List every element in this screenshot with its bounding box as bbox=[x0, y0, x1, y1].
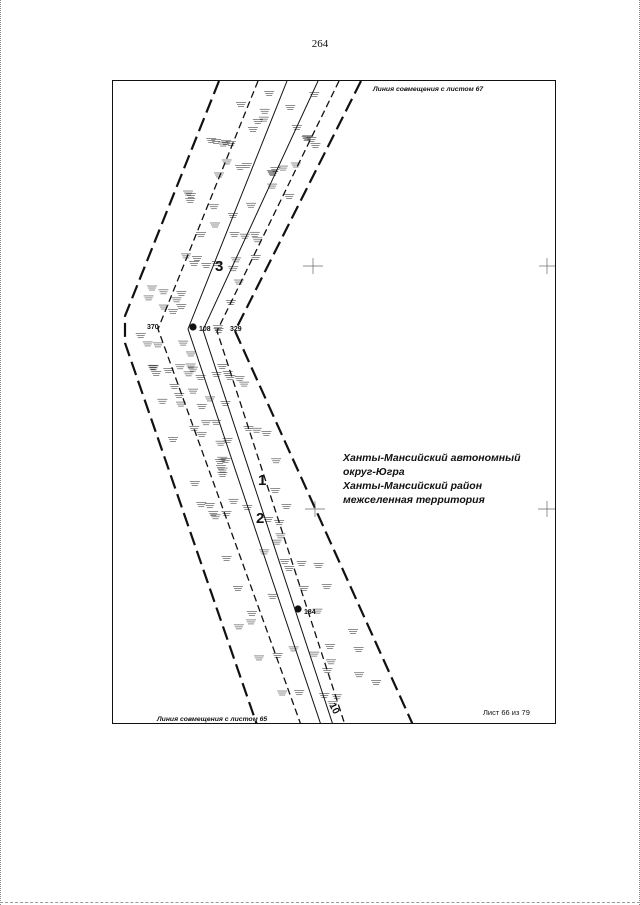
marsh-symbol bbox=[371, 681, 381, 685]
marsh-symbol bbox=[209, 205, 219, 209]
marsh-symbol bbox=[234, 280, 244, 284]
territory-label-line-4: межселенная территория bbox=[343, 494, 485, 506]
marsh-symbol bbox=[247, 612, 257, 616]
marsh-symbol bbox=[168, 309, 178, 313]
marsh-symbol bbox=[354, 673, 364, 677]
crosshair-mark bbox=[303, 258, 323, 274]
marsh-symbol bbox=[205, 397, 215, 401]
marsh-symbol bbox=[197, 404, 207, 408]
marsh-symbol bbox=[157, 399, 167, 403]
marsh-symbol bbox=[354, 647, 364, 651]
marsh-symbol bbox=[234, 625, 244, 629]
survey-point-329-label: 329 bbox=[230, 326, 242, 333]
territory-label-line-2: округ-Югра bbox=[343, 466, 405, 478]
marsh-symbol bbox=[325, 645, 335, 649]
marsh-symbol bbox=[178, 341, 188, 345]
marsh-symbol bbox=[233, 587, 243, 591]
marsh-symbol bbox=[264, 91, 274, 95]
marsh-symbol bbox=[270, 488, 280, 492]
marsh-symbol bbox=[175, 365, 185, 369]
marsh-symbol bbox=[172, 298, 182, 302]
marsh-symbols bbox=[136, 91, 381, 705]
marsh-symbol bbox=[176, 292, 186, 296]
marsh-symbol bbox=[222, 557, 232, 561]
marsh-symbol bbox=[268, 594, 278, 598]
marsh-symbol bbox=[185, 198, 195, 202]
marsh-symbol bbox=[153, 343, 163, 347]
marsh-symbol bbox=[239, 382, 249, 386]
marsh-symbol bbox=[147, 286, 157, 290]
marsh-symbol bbox=[261, 431, 271, 435]
sheet-number-label: Лист 66 из 79 bbox=[483, 708, 530, 717]
line-number-10: 10 bbox=[326, 701, 342, 717]
scan-edge-right bbox=[635, 0, 640, 905]
marsh-symbol bbox=[211, 372, 221, 376]
survey-point-184-label: 184 bbox=[304, 609, 316, 616]
marsh-symbol bbox=[246, 203, 256, 207]
marsh-symbol bbox=[240, 234, 250, 238]
survey-point-184-marker bbox=[294, 605, 301, 612]
marsh-symbol bbox=[183, 191, 193, 195]
marsh-symbol bbox=[322, 585, 332, 589]
marsh-symbol bbox=[270, 167, 280, 171]
marsh-symbol bbox=[205, 503, 215, 507]
survey-point-108-marker bbox=[189, 323, 196, 330]
marsh-symbol bbox=[225, 375, 235, 379]
marsh-symbol bbox=[196, 233, 206, 237]
marsh-symbol bbox=[309, 652, 319, 656]
marsh-symbol bbox=[284, 195, 294, 199]
marsh-symbol bbox=[220, 402, 230, 406]
marsh-symbol bbox=[294, 691, 304, 695]
line-number-3: 3 bbox=[215, 258, 224, 275]
marsh-symbol bbox=[217, 457, 227, 461]
marsh-symbol bbox=[246, 620, 256, 624]
marsh-symbol bbox=[297, 561, 307, 565]
line-number-1: 1 bbox=[258, 472, 267, 489]
marsh-symbol bbox=[217, 468, 227, 472]
pipeline-line-2 bbox=[217, 81, 345, 724]
marsh-symbol bbox=[184, 372, 194, 376]
marsh-symbol bbox=[176, 305, 186, 309]
marsh-symbol bbox=[181, 254, 191, 258]
scan-edge-left bbox=[0, 0, 5, 905]
marsh-symbol bbox=[281, 504, 291, 508]
crosshair-mark bbox=[538, 501, 556, 517]
marsh-symbol bbox=[169, 384, 179, 388]
bottom-match-line-label: Линия совмещения с листом 65 bbox=[157, 716, 268, 723]
marsh-symbol bbox=[310, 144, 320, 148]
crosshair-mark bbox=[539, 258, 555, 274]
marsh-symbol bbox=[248, 128, 258, 132]
marsh-symbol bbox=[251, 256, 261, 260]
marsh-symbol bbox=[201, 264, 211, 268]
marsh-symbol bbox=[348, 629, 358, 633]
marsh-symbol bbox=[260, 109, 270, 113]
marsh-symbol bbox=[136, 334, 146, 338]
marsh-symbol bbox=[235, 165, 245, 169]
page-number: 264 bbox=[311, 38, 329, 50]
survey-point-108-label: 108 bbox=[199, 326, 211, 333]
marsh-symbol bbox=[216, 441, 226, 445]
marsh-symbol bbox=[284, 567, 294, 571]
marsh-symbol bbox=[236, 102, 246, 106]
marsh-symbol bbox=[273, 653, 283, 657]
marsh-symbol bbox=[271, 459, 281, 463]
top-match-line-label: Линия совмещения с листом 67 bbox=[373, 86, 484, 93]
territory-label-line-1: Ханты-Мансийский автономный bbox=[343, 452, 521, 464]
marsh-symbol bbox=[252, 428, 262, 432]
marsh-symbol bbox=[254, 656, 264, 660]
marsh-symbol bbox=[174, 393, 184, 397]
marsh-symbol bbox=[188, 389, 198, 393]
marsh-symbol bbox=[158, 290, 168, 294]
scan-edge-bottom bbox=[0, 899, 640, 903]
marsh-symbol bbox=[278, 166, 288, 170]
marsh-symbol bbox=[189, 262, 199, 266]
marsh-symbol bbox=[229, 232, 239, 236]
marsh-symbol bbox=[280, 559, 290, 563]
corridor-boundary-right bbox=[235, 81, 413, 724]
map-canvas bbox=[113, 81, 556, 724]
marsh-symbol bbox=[228, 499, 238, 503]
marsh-symbol bbox=[186, 352, 196, 356]
marsh-symbol bbox=[190, 481, 200, 485]
marsh-symbol bbox=[217, 473, 227, 477]
territory-label-line-3: Ханты-Мансийский район bbox=[343, 480, 483, 492]
marsh-symbol bbox=[228, 267, 238, 271]
marsh-symbol bbox=[196, 503, 206, 507]
marsh-symbol bbox=[277, 691, 287, 695]
marsh-symbol bbox=[151, 372, 161, 376]
marsh-symbol bbox=[186, 194, 196, 198]
marsh-symbol bbox=[197, 433, 207, 437]
marsh-symbol bbox=[253, 120, 263, 124]
marsh-symbol bbox=[221, 512, 231, 516]
marsh-symbol bbox=[163, 369, 173, 373]
marsh-symbol bbox=[285, 106, 295, 110]
marsh-symbol bbox=[214, 329, 224, 333]
marsh-symbol bbox=[223, 439, 233, 443]
marsh-symbol bbox=[259, 550, 269, 554]
crosshair-mark bbox=[305, 501, 325, 517]
marsh-symbol bbox=[235, 377, 245, 381]
marsh-symbol bbox=[326, 660, 336, 664]
marsh-symbol bbox=[144, 296, 154, 300]
marsh-symbol bbox=[217, 364, 227, 368]
marsh-symbol bbox=[168, 437, 178, 441]
line-number-2: 2 bbox=[256, 510, 265, 527]
marsh-symbol bbox=[192, 256, 202, 260]
marsh-symbol bbox=[299, 586, 309, 590]
map-frame bbox=[112, 80, 556, 724]
marsh-symbol bbox=[222, 160, 232, 164]
marsh-symbol bbox=[259, 117, 269, 121]
marsh-symbol bbox=[216, 466, 226, 470]
marsh-symbol bbox=[289, 647, 299, 651]
marsh-symbol bbox=[313, 563, 323, 567]
corridor-boundary-left bbox=[125, 81, 257, 724]
marsh-symbol bbox=[201, 421, 211, 425]
marsh-symbol bbox=[210, 223, 220, 227]
marsh-symbol bbox=[250, 232, 260, 236]
survey-point-370-label: 370 bbox=[147, 324, 159, 331]
marsh-symbol bbox=[143, 342, 153, 346]
